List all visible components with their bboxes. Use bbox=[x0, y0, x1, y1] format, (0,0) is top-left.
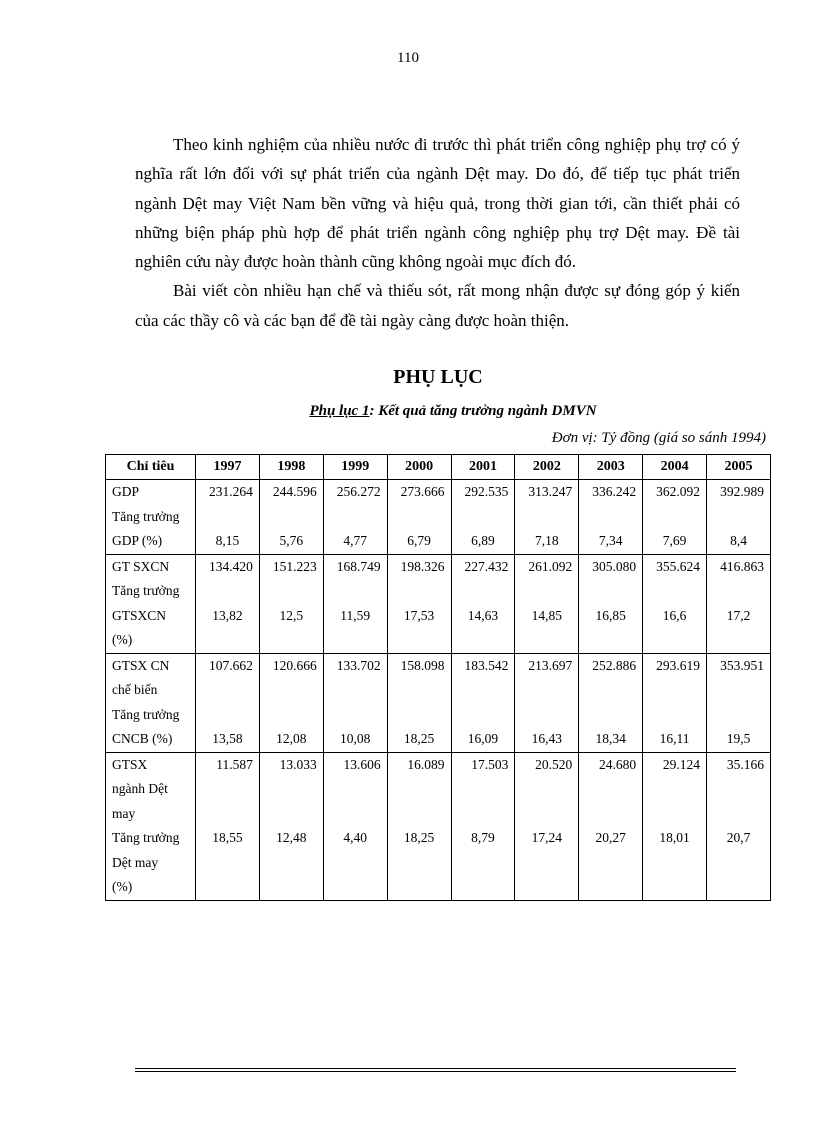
growth-value: 6,89 bbox=[471, 533, 495, 548]
paragraph: Bài viết còn nhiều hạn chế và thiếu sót, rất mong nhận được sự đóng góp ý kiến của các thầy cô và các bạn để đề tài ngày càng được hoàn thiện. bbox=[135, 281, 740, 330]
growth-value: 4,77 bbox=[343, 533, 367, 548]
value-cell bbox=[579, 554, 643, 653]
table-row bbox=[106, 752, 771, 900]
growth-value: 17,2 bbox=[726, 607, 751, 623]
value-cell bbox=[451, 480, 515, 555]
growth-value: 12,48 bbox=[276, 830, 307, 845]
growth-value: 18,01 bbox=[659, 830, 690, 845]
value: 16.089 bbox=[407, 756, 445, 772]
value-cell bbox=[451, 653, 515, 752]
row-label-line: (%) bbox=[112, 879, 133, 894]
value: 355.624 bbox=[656, 558, 700, 574]
caption-label: Phụ lục 1 bbox=[309, 403, 370, 419]
row-label bbox=[106, 554, 196, 653]
value: 198.326 bbox=[400, 558, 445, 574]
value: 107.662 bbox=[209, 657, 253, 673]
value: 35.166 bbox=[726, 756, 764, 772]
value: 151.223 bbox=[272, 558, 317, 574]
value-cell bbox=[515, 554, 579, 653]
value: 231.264 bbox=[209, 484, 253, 499]
value: 17.503 bbox=[471, 756, 509, 772]
row-label-line: GTSX bbox=[112, 756, 148, 772]
growth-value: 12,5 bbox=[279, 607, 304, 623]
value-cell bbox=[579, 480, 643, 555]
row-label-line: GTSXCN bbox=[112, 607, 167, 623]
value-cell bbox=[451, 752, 515, 900]
value-cell bbox=[196, 480, 260, 555]
value: 158.098 bbox=[400, 657, 445, 673]
header-indicator: Chỉ tiêu bbox=[106, 455, 196, 480]
value: 168.749 bbox=[336, 558, 381, 574]
value: 24.680 bbox=[599, 756, 637, 772]
value: 29.124 bbox=[662, 756, 700, 772]
value-cell bbox=[579, 752, 643, 900]
growth-value: 8,79 bbox=[471, 830, 495, 845]
value: 120.666 bbox=[272, 657, 317, 673]
value-cell bbox=[707, 480, 771, 555]
row-label bbox=[106, 653, 196, 752]
value-cell bbox=[515, 480, 579, 555]
body-text bbox=[135, 130, 740, 335]
value-cell bbox=[643, 480, 707, 555]
table-row bbox=[106, 653, 771, 752]
row-label-line: GT SXCN bbox=[112, 558, 170, 574]
value: 11.587 bbox=[216, 756, 253, 772]
value-cell bbox=[196, 653, 260, 752]
row-label-line: Tăng trưởng bbox=[112, 583, 180, 598]
growth-value: 16,11 bbox=[659, 731, 690, 746]
row-label-line: ngành Dệt bbox=[112, 781, 168, 796]
growth-value: 16,85 bbox=[595, 607, 626, 623]
growth-value: 19,5 bbox=[726, 731, 751, 746]
growth-value: 18,55 bbox=[212, 830, 243, 845]
table-body bbox=[106, 480, 771, 901]
value: 336.242 bbox=[592, 484, 637, 499]
value-cell bbox=[323, 554, 387, 653]
value-cell bbox=[579, 653, 643, 752]
growth-value: 16,6 bbox=[662, 607, 687, 623]
growth-value: 11,59 bbox=[340, 607, 371, 623]
value-cell bbox=[643, 752, 707, 900]
value: 416.863 bbox=[720, 558, 764, 574]
value: 13.033 bbox=[279, 756, 317, 772]
footer-rule bbox=[135, 1068, 736, 1069]
header-year: 1998 bbox=[259, 455, 323, 480]
value-cell bbox=[323, 653, 387, 752]
value-cell bbox=[515, 653, 579, 752]
value: 183.542 bbox=[464, 657, 509, 673]
header-year: 2000 bbox=[387, 455, 451, 480]
value: 261.092 bbox=[528, 558, 573, 574]
row-label bbox=[106, 480, 196, 555]
value: 292.535 bbox=[464, 484, 509, 499]
value: 392.989 bbox=[720, 484, 764, 499]
header-year: 1997 bbox=[196, 455, 260, 480]
growth-value: 17,53 bbox=[403, 607, 435, 623]
value-cell bbox=[643, 653, 707, 752]
value: 353.951 bbox=[720, 657, 764, 673]
row-label-line: (%) bbox=[112, 632, 133, 647]
value: 134.420 bbox=[209, 558, 253, 574]
growth-value: 17,24 bbox=[531, 830, 562, 845]
table-caption bbox=[0, 403, 816, 420]
growth-value: 7,34 bbox=[598, 533, 623, 548]
value: 13.606 bbox=[343, 756, 381, 772]
value: 133.702 bbox=[336, 657, 381, 673]
row-label-line: may bbox=[112, 805, 136, 821]
growth-value: 4,40 bbox=[343, 830, 367, 845]
row-label-line: Dệt may bbox=[112, 854, 159, 870]
page-number: 110 bbox=[397, 50, 419, 66]
value-cell bbox=[643, 554, 707, 653]
paragraph: Theo kinh nghiệm của nhiều nước đi trước thì phát triển công nghiệp phụ trợ có ý nghĩa rất lớn đối với sự phát triển của ngành Dệt may. Do đó, để tiếp tục phát triển ngành Dệt may Việt Nam bền vững và hiệu quả, trong thời gian tới, cần thiết phải có những biện pháp phù hợp để phát triển ngành công nghiệp phụ trợ Dệt may. Đề tài nghiên cứu này được hoàn thành cũng không ngoài mục đích đó. bbox=[135, 135, 740, 272]
growth-value: 14,63 bbox=[467, 607, 499, 623]
value: 252.886 bbox=[592, 657, 637, 673]
value: 305.080 bbox=[592, 558, 637, 574]
growth-value: 14,85 bbox=[531, 607, 562, 623]
header-year: 2005 bbox=[707, 455, 771, 480]
growth-value: 13,82 bbox=[212, 607, 243, 623]
growth-value: 13,58 bbox=[212, 731, 243, 746]
growth-value: 8,4 bbox=[730, 533, 747, 548]
value-cell bbox=[323, 752, 387, 900]
value: 227.432 bbox=[464, 558, 509, 574]
value-cell bbox=[387, 554, 451, 653]
row-label bbox=[106, 752, 196, 900]
value: 20.520 bbox=[535, 756, 573, 772]
value-cell bbox=[259, 554, 323, 653]
value-cell bbox=[323, 480, 387, 555]
row-label-line: Tăng trưởng bbox=[112, 706, 180, 722]
header-year: 1999 bbox=[323, 455, 387, 480]
growth-value: 18,25 bbox=[403, 830, 435, 845]
table-row bbox=[106, 554, 771, 653]
row-label-line: CNCB (%) bbox=[112, 731, 173, 746]
value: 362.092 bbox=[656, 484, 700, 499]
growth-value: 16,09 bbox=[467, 731, 499, 746]
footer-rule bbox=[135, 1071, 736, 1072]
growth-value: 20,7 bbox=[726, 830, 751, 845]
appendix-heading: PHỤ LỤC bbox=[393, 366, 483, 388]
row-label-line: GTSX CN bbox=[112, 657, 170, 673]
growth-value: 18,34 bbox=[595, 731, 626, 746]
value-cell bbox=[259, 752, 323, 900]
row-label-line: GDP (%) bbox=[112, 533, 163, 548]
value: 313.247 bbox=[528, 484, 573, 499]
row-label-line: chế biến bbox=[112, 682, 158, 697]
unit-note: Đơn vị: Tỷ đồng (giá so sánh 1994) bbox=[551, 430, 766, 446]
value-cell bbox=[196, 554, 260, 653]
value: 256.272 bbox=[336, 484, 381, 499]
row-label-line: Tăng trưởng bbox=[112, 830, 180, 845]
value-cell bbox=[451, 554, 515, 653]
growth-value: 7,18 bbox=[535, 533, 559, 548]
row-label-line: GDP bbox=[112, 484, 140, 499]
growth-table bbox=[105, 454, 771, 901]
value-cell bbox=[707, 752, 771, 900]
value: 244.596 bbox=[272, 484, 317, 499]
growth-value: 18,25 bbox=[403, 731, 435, 746]
row-label-line: Tăng trưởng bbox=[112, 508, 180, 524]
value-cell bbox=[707, 653, 771, 752]
header-year: 2002 bbox=[515, 455, 579, 480]
caption-text: : Kết quả tăng trưởng ngành DMVN bbox=[369, 403, 597, 419]
growth-value: 7,69 bbox=[662, 533, 687, 548]
value: 213.697 bbox=[528, 657, 573, 673]
value-cell bbox=[259, 480, 323, 555]
header-year: 2003 bbox=[579, 455, 643, 480]
value-cell bbox=[259, 653, 323, 752]
table-row bbox=[106, 480, 771, 555]
growth-value: 16,43 bbox=[531, 731, 562, 746]
header-year: 2004 bbox=[643, 455, 707, 480]
value-cell bbox=[707, 554, 771, 653]
growth-value: 12,08 bbox=[276, 731, 307, 746]
growth-value: 20,27 bbox=[595, 830, 626, 845]
growth-value: 5,76 bbox=[279, 533, 304, 548]
growth-value: 6,79 bbox=[407, 533, 431, 548]
value-cell bbox=[387, 653, 451, 752]
table-header-row bbox=[106, 455, 771, 480]
growth-value: 10,08 bbox=[340, 731, 371, 746]
value-cell bbox=[515, 752, 579, 900]
header-year: 2001 bbox=[451, 455, 515, 480]
value: 293.619 bbox=[656, 657, 700, 673]
value: 273.666 bbox=[400, 484, 445, 499]
value-cell bbox=[387, 480, 451, 555]
value-cell bbox=[196, 752, 260, 900]
value-cell bbox=[387, 752, 451, 900]
growth-value: 8,15 bbox=[215, 533, 240, 548]
